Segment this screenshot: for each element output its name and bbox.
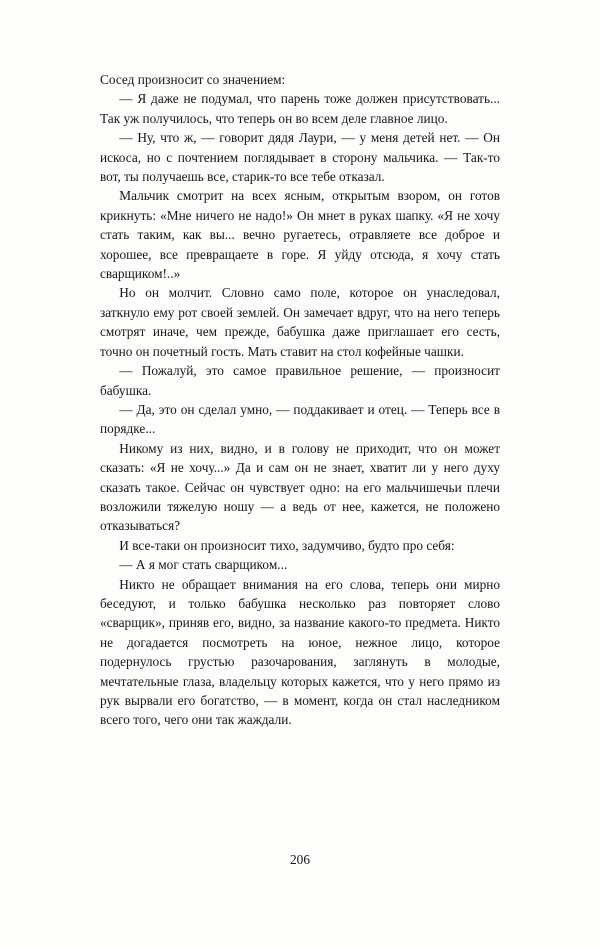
paragraph: Но он молчит. Словно само поле, которое он унаследовал, заткнуло ему рот своей землей. Он замечает вдруг, что на него теперь смотрят иначе, чем прежде, бабушка даже приглашает его сесть, точно он почетный гость. Мать ставит на стол кофейные чашки. xyxy=(100,285,500,359)
paragraph: — Пожалуй, это самое правильное решение, — произносит бабушка. xyxy=(100,363,500,398)
paragraph: Никто не обращает внимания на его слова, теперь они мирно беседуют, и только бабушка несколько раз повторяет слово «сварщик», приняв его, видно, за название какого-то предмета. Никто не догадается посмотреть на юное, нежное лицо, которое подернулось грустью разочарования, заглянуть в молодые, мечтательные глаза, владельцу которых кажется, что у него прямо из рук вырвали его богатство, — в момент, когда он стал наследником всего того, чего они так жаждали. xyxy=(100,576,500,728)
paragraph: Сосед произносит со значением: xyxy=(100,72,286,87)
paragraph: Мальчик смотрит на всех ясным, открытым взором, он готов крикнуть: «Мне ничего не надо!» Он мнет в руках шапку. «Я не хочу стать таким, как вы... вечно ругаетесь, отравляете все доброе и хорошее, все превращаете в горе. Я уйду отсюда, я хочу стать сварщиком!..» xyxy=(100,188,500,282)
paragraph: И все-таки он произносит тихо, задумчиво, будто про себя: xyxy=(119,537,455,553)
paragraph: — А я мог стать сварщиком... xyxy=(119,557,288,573)
paragraph: — Ну, что ж, — говорит дядя Лаури, — у меня детей нет. — Он искоса, но с почтением поглядывает в сторону мальчика. — Так-то вот, ты получаешь все, старик-то все тебе отказал. xyxy=(100,130,500,185)
page-number: 206 xyxy=(290,852,310,867)
paragraph: — Я даже не подумал, что парень тоже должен присутствовать... Так уж получилось, что теперь он во всем деле главное лицо. xyxy=(100,91,500,126)
page-body-text xyxy=(100,70,500,730)
paragraph: Никому из них, видно, и в голову не приходит, что он может сказать: «Я не хочу...» Да и сам он не знает, хватит ли у него духу сказать такое. Сейчас он чувствует одно: на его мальчишечьи плечи возложили тяжелую ношу — а ведь от нее, кажется, не положено отказываться? xyxy=(100,440,500,534)
paragraph: — Да, это он сделал умно, — поддакивает и отец. — Теперь все в порядке... xyxy=(100,401,500,437)
